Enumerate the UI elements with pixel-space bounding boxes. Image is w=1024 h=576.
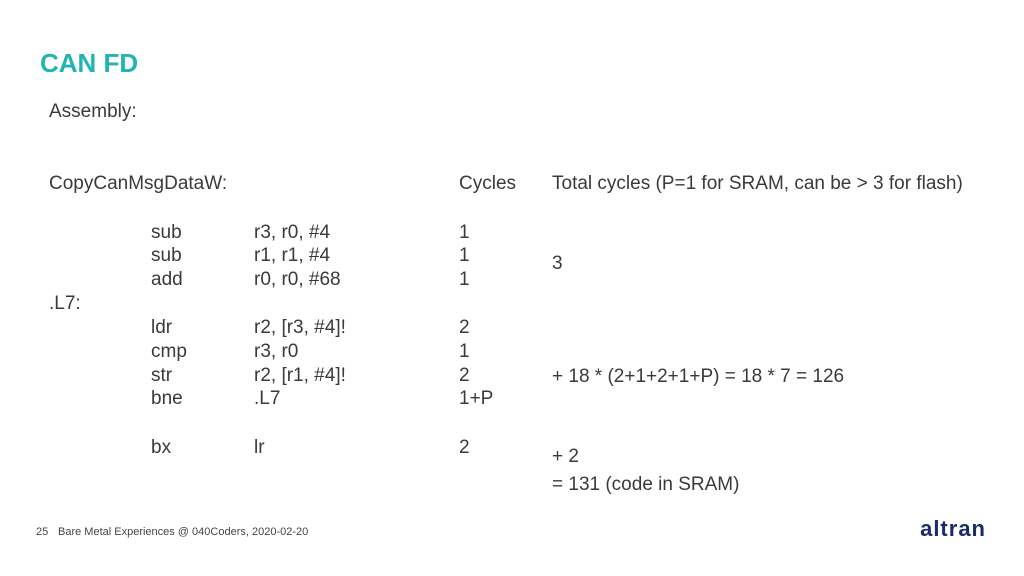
instruction-op: bx	[151, 437, 172, 458]
subtitle: Assembly:	[49, 101, 137, 122]
altran-logo: altran	[920, 516, 986, 541]
instruction-args: r3, r0, #4	[254, 222, 331, 243]
cycles-header: Cycles	[459, 173, 517, 194]
instruction-cycles: 1+P	[459, 388, 494, 409]
page-number: 25	[36, 526, 49, 538]
exit-total: + 2	[552, 446, 579, 467]
loop-label: .L7:	[49, 293, 81, 314]
sum-total: = 131 (code in SRAM)	[552, 474, 740, 495]
instruction-op: bne	[151, 388, 183, 409]
instruction-cycles: 1	[459, 341, 470, 362]
total-cycles-header: Total cycles (P=1 for SRAM, can be > 3 for flash)	[552, 173, 963, 194]
instruction-args: r0, r0, #68	[254, 269, 341, 290]
instruction-args: lr	[254, 437, 265, 458]
footer-text: Bare Metal Experiences @ 040Coders, 2020-02-20	[58, 526, 309, 538]
instruction-op: str	[151, 365, 173, 386]
setup-total: 3	[552, 253, 563, 274]
instruction-op: add	[151, 269, 183, 290]
instruction-op: cmp	[151, 341, 187, 362]
instruction-cycles: 1	[459, 245, 470, 266]
instruction-args: r3, r0	[254, 341, 299, 362]
instruction-cycles: 1	[459, 269, 470, 290]
function-label: CopyCanMsgDataW:	[49, 173, 228, 194]
instruction-cycles: 1	[459, 222, 470, 243]
instruction-op: ldr	[151, 317, 173, 338]
instruction-cycles: 2	[459, 437, 470, 458]
loop-total: + 18 * (2+1+2+1+P) = 18 * 7 = 126	[552, 366, 845, 387]
instruction-args: r2, [r3, #4]!	[254, 317, 346, 338]
instruction-args: .L7	[254, 388, 281, 409]
page-title: CAN FD	[40, 48, 139, 78]
instruction-cycles: 2	[459, 365, 470, 386]
instruction-args: r1, r1, #4	[254, 245, 331, 266]
instruction-args: r2, [r1, #4]!	[254, 365, 346, 386]
instruction-op: sub	[151, 222, 182, 243]
instruction-cycles: 2	[459, 317, 470, 338]
instruction-op: sub	[151, 245, 182, 266]
